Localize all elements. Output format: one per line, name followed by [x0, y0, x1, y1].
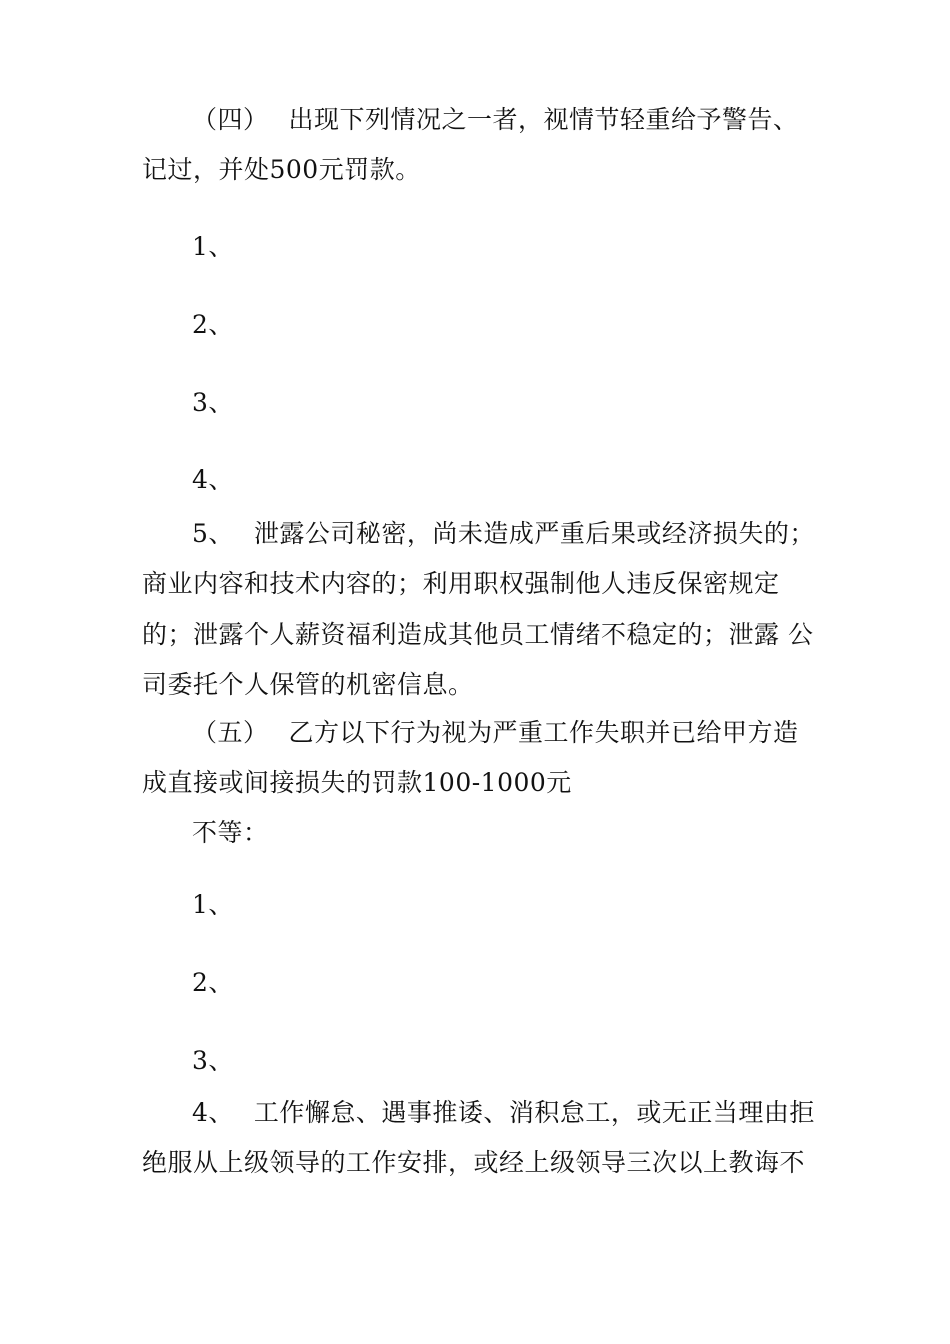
- section5-item-4-text: 工作懈怠、遇事推诿、消积怠工，或无正当理由拒: [253, 1098, 815, 1127]
- section5-heading-line3: 不等：: [192, 818, 269, 847]
- section5-heading-text: 乙方以下行为视为严重工作失职并已给甲方造: [288, 718, 799, 747]
- section4-item-5-text: 泄露公司秘密，尚未造成严重后果或经济损失的；: [253, 519, 815, 548]
- section4-item-5-line2: 商业内容和技术内容的；利用职权强制他人违反保密规定: [142, 569, 780, 598]
- section4-heading-line2: 记过，并处500元罚款。: [142, 155, 421, 184]
- section5-item-4-line2: 绝服从上级领导的工作安排，或经上级领导三次以上教诲不: [142, 1148, 806, 1177]
- section5-item-4-line1: [192, 1098, 872, 1128]
- section4-item-5-line3: 的；泄露个人薪资福利造成其他员工情绪不稳定的；泄露 公: [142, 620, 814, 649]
- section4-heading-text: 出现下列情况之一者，视情节轻重给予警告、: [288, 105, 799, 134]
- section4-heading-line1: [192, 105, 872, 135]
- section5-item-3: 3、: [192, 1046, 234, 1075]
- section4-item-3: 3、: [192, 388, 234, 417]
- section4-label: （四）: [192, 105, 269, 134]
- section5-heading-line2: 成直接或间接损失的罚款100-1000元: [142, 768, 572, 797]
- section4-item-5-num: 5、: [192, 519, 234, 548]
- section5-heading-line1: [192, 718, 872, 748]
- section4-item-5-line4: 司委托个人保管的机密信息。: [142, 670, 474, 699]
- section5-item-4-num: 4、: [192, 1098, 234, 1127]
- section4-item-1: 1、: [192, 232, 234, 261]
- section5-item-1: 1、: [192, 890, 234, 919]
- section4-item-4: 4、: [192, 465, 234, 494]
- section4-item-5-line1: [192, 519, 872, 549]
- section5-item-2: 2、: [192, 968, 234, 997]
- section4-item-2: 2、: [192, 310, 234, 339]
- section5-label: （五）: [192, 718, 269, 747]
